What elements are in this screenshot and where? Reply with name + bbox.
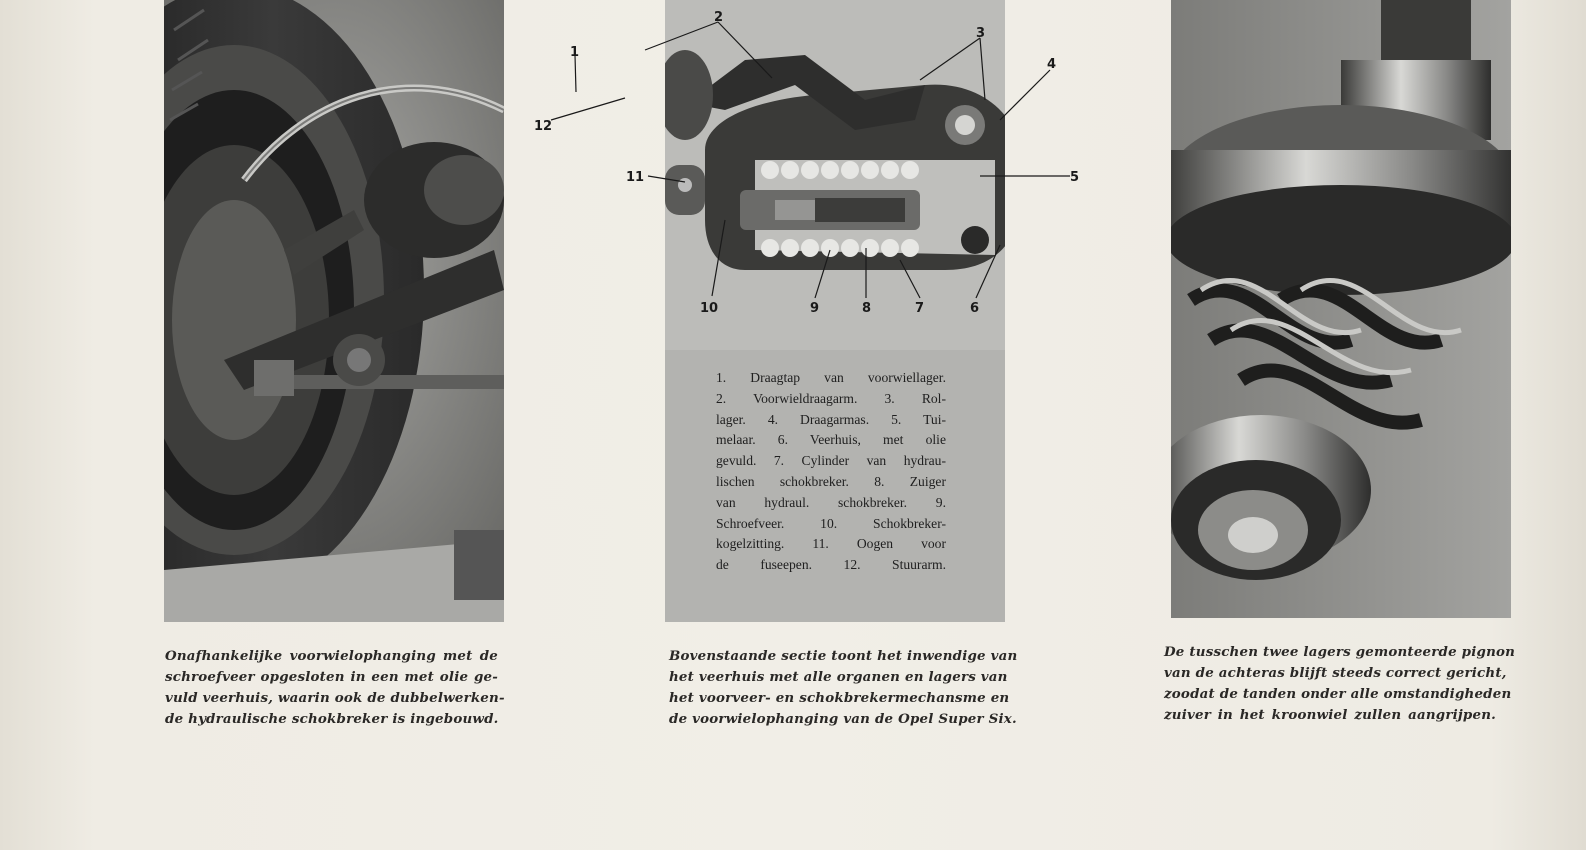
left-caption bbox=[165, 646, 505, 730]
pinion-photo bbox=[1171, 0, 1511, 618]
callout-12: 12 bbox=[534, 119, 553, 134]
right-caption bbox=[1164, 642, 1516, 726]
caption-line: schroefveer opgesloten in een met olie ge- bbox=[165, 669, 498, 685]
caption-line: Bovenstaande sectie toont het inwendige van bbox=[669, 648, 1018, 664]
callout-10: 10 bbox=[700, 301, 719, 316]
caption-line: vuld veerhuis, waarin ook de dubbelwerken- bbox=[165, 690, 505, 706]
callout-4: 4 bbox=[1047, 57, 1057, 72]
legend-line: lager. 4. Draagarmas. 5. Tui- bbox=[716, 411, 946, 427]
legend-line: de fuseepen. 12. Stuurarm. bbox=[716, 557, 946, 573]
legend-line: melaar. 6. Veerhuis, met olie bbox=[716, 432, 946, 448]
suspension-photo bbox=[164, 0, 504, 622]
callout-5: 5 bbox=[1070, 170, 1080, 185]
callout-7: 7 bbox=[915, 301, 925, 316]
legend-line: kogelzitting. 11. Oogen voor bbox=[716, 536, 946, 552]
middle-caption bbox=[669, 646, 1018, 730]
callout-6: 6 bbox=[970, 301, 980, 316]
caption-line: zuiver in het kroonwiel zullen aangrijpen. bbox=[1164, 707, 1496, 723]
legend-line: Schroefveer. 10. Schokbreker- bbox=[716, 515, 946, 531]
caption-line: de voorwielophanging van de Opel Super Six. bbox=[669, 711, 1017, 727]
callout-1: 1 bbox=[570, 45, 580, 60]
callout-3: 3 bbox=[976, 26, 986, 41]
callout-8: 8 bbox=[862, 301, 872, 316]
callout-11: 11 bbox=[626, 170, 645, 185]
legend-line: 2. Voorwieldraagarm. 3. Rol- bbox=[716, 390, 946, 406]
caption-line: zoodat de tanden onder alle omstandigheden bbox=[1164, 686, 1512, 702]
caption-line: van de achteras blijft steeds correct gericht, bbox=[1164, 665, 1507, 681]
callout-2: 2 bbox=[714, 10, 724, 25]
callout-9: 9 bbox=[810, 301, 820, 316]
caption-line: het veerhuis met alle organen en lagers van bbox=[669, 669, 1008, 685]
caption-line: Onafhankelijke voorwielophanging met de bbox=[165, 648, 498, 664]
caption-line: het voorveer- en schokbrekermechansme en bbox=[669, 690, 1010, 706]
legend-line: van hydraul. schokbreker. 9. bbox=[716, 494, 946, 510]
caption-line: de hydraulische schokbreker is ingebouwd. bbox=[165, 711, 499, 727]
legend-line: lischen schokbreker. 8. Zuiger bbox=[716, 473, 946, 489]
legend-line: 1. Draagtap van voorwiellager. bbox=[716, 370, 946, 385]
parts-legend bbox=[716, 368, 946, 576]
caption-line: De tusschen twee lagers gemonteerde pignon bbox=[1164, 644, 1516, 660]
legend-line: gevuld. 7. Cylinder van hydrau- bbox=[716, 453, 946, 469]
